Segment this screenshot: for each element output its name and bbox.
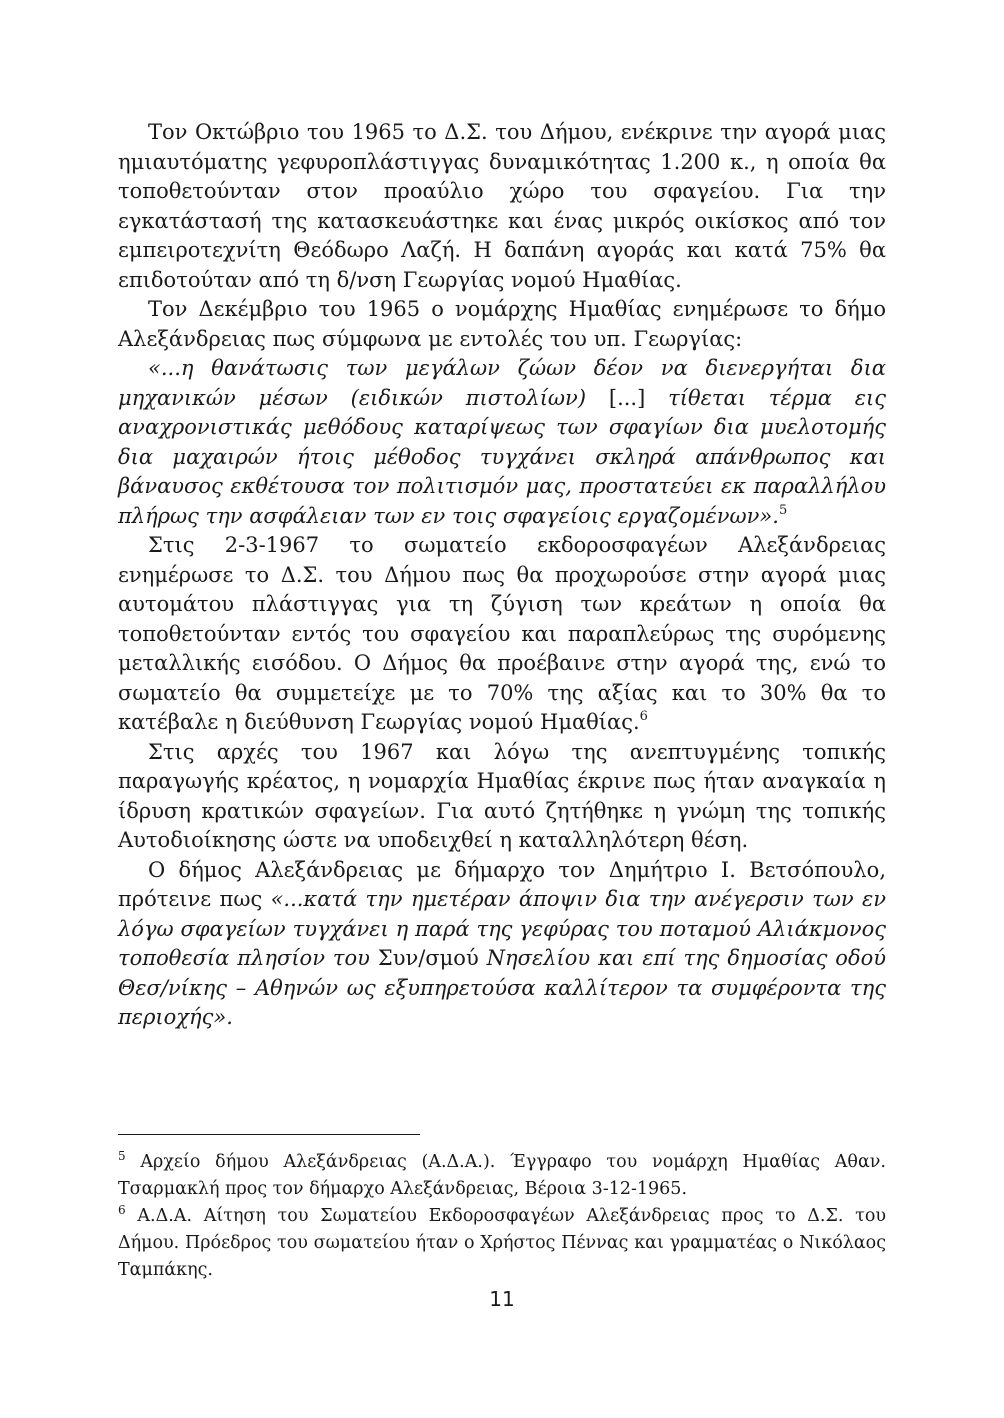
- footnote-separator: [118, 1134, 420, 1135]
- footnote-5-number: 5: [118, 1149, 126, 1163]
- quotation-paragraph: [118, 354, 886, 531]
- paragraph-2: [118, 295, 886, 354]
- footnote-ref-6[interactable]: 6: [639, 709, 648, 724]
- footnote-ref-5[interactable]: 5: [778, 502, 788, 518]
- paragraph-1: [118, 118, 886, 295]
- paragraph-6-quote-part-2: Νησελίου και επί της δημοσίας οδού Θεσ/νίκης – Αθηνών ως εξυπηρετούσα καλλίτερον τα συμφέροντα της περιοχής».: [118, 946, 886, 1029]
- paragraph-6-abbrev: Συν/σμού: [369, 946, 487, 970]
- footnote-5-text: Αρχείο δήμου Αλεξάνδρειας (Α.Δ.Α.). Έγγραφο του νομάρχη Ημαθίας Αθαν. Τσαρμακλή προς τον δήμαρχο Αλεξάνδρειας, Βέροια 3-12-1965.: [118, 1152, 886, 1199]
- paragraph-2-text: Τον Δεκέμβριο του 1965 ο νομάρχης Ημαθίας ενημέρωσε το δήμο Αλεξάνδρειας πως σύμφωνα με εντολές του υπ. Γεωργίας:: [118, 297, 886, 351]
- footnote-6-number: 6: [118, 1203, 126, 1217]
- paragraph-4-text: Στις 2-3-1967 το σωματείο εκδοροσφαγέων Αλεξάνδρειας ενημέρωσε το Δ.Σ. του Δήμου πως θα προχωρούσε στην αγορά μιας αυτομάτου πλάστιγγας για τη ζύγιση των κρεάτων η οποία θα τοποθετούνταν εντός του σφαγείου και παραπλεύρως της συρόμενης μεταλλικής εισόδου. Ο Δήμος θα προέβαινε στην αγορά της, ενώ το σωματείο θα συμμετείχε με το 70% της αξίας και το 30% θα το κατέβαλε η διεύθυνση Γεωργίας νομού Ημαθίας.: [118, 533, 886, 734]
- quote-italic-part-2: τίθεται τέρμα εις αναχρονιστικάς μεθόδους καταρίψεως των σφαγίων δια μυελοτομής δια μαχαιρών ήτοις μέθοδος τυγχάνει σκληρά απάνθρωπος και βάναυσος εκθέτουσα τον πολιτισμόν μας, προστατεύει εκ παραλλήλου πλήρως την ασφάλειαν των εν τοις σφαγείοις εργαζομένων».: [118, 385, 886, 528]
- page-number: 11: [489, 1287, 515, 1311]
- quote-italic-part-1: «...η θανάτωσις των μεγάλων ζώων δέον να διενεργήται δια μηχανικών μέσων (ειδικών πιστολίων): [118, 356, 886, 410]
- footnote-5: [118, 1149, 886, 1203]
- paragraph-6-lead: Ο δήμος Αλεξάνδρειας με δήμαρχο τον Δημήτριο Ι. Βετσόπουλο, πρότεινε πως: [118, 857, 886, 911]
- body-text: [118, 118, 886, 1033]
- quote-ellipsis: [...]: [586, 385, 669, 410]
- paragraph-5: [118, 738, 886, 856]
- paragraph-6-quote-part-1: «...κατά την ημετέραν άποψιν δια την ανέγερσιν των εν λόγω σφαγείων τυγχάνει η παρά της γεφύρας του ποταμού Αλιάκμονος τοποθεσία πλησίον του: [118, 887, 886, 970]
- paragraph-4: [118, 531, 886, 738]
- footnote-6-text: Α.Δ.Α. Αίτηση του Σωματείου Εκδοροσφαγέων Αλεξάνδρειας προς το Δ.Σ. του Δήμου. Πρόεδρος του σωματείου ήταν ο Χρήστος Πέννας και γραμματέας ο Νικόλαος Ταμπάκης.: [118, 1206, 886, 1280]
- paragraph-6: [118, 856, 886, 1033]
- paragraph-5-text: Στις αρχές του 1967 και λόγω της ανεπτυγμένης τοπικής παραγωγής κρέατος, η νομαρχία Ημαθίας έκρινε πως ήταν αναγκαία η ίδρυση κρατικών σφαγείων. Για αυτό ζητήθηκε η γνώμη της τοπικής Αυτοδιοίκησης ώστε να υποδειχθεί η καταλληλότερη θέση.: [118, 739, 886, 852]
- paragraph-1-text: Τον Οκτώβριο του 1965 το Δ.Σ. του Δήμου, ενέκρινε την αγορά μιας ημιαυτόματης γεφυροπλάστιγγας δυναμικότητας 1.200 κ., η οποία θα τοποθετούνταν στον προαύλιο χώρο του σφαγείου. Για την εγκατάστασή της κατασκευάστηκε και ένας μικρός οικίσκος από τον εμπειροτεχνίτη Θεόδωρο Λαζή. Η δαπάνη αγοράς και κατά 75% θα επιδοτούταν από τη δ/νση Γεωργίας νομού Ημαθίας.: [118, 120, 886, 292]
- footnotes: [118, 1149, 886, 1284]
- footnote-6: [118, 1203, 886, 1284]
